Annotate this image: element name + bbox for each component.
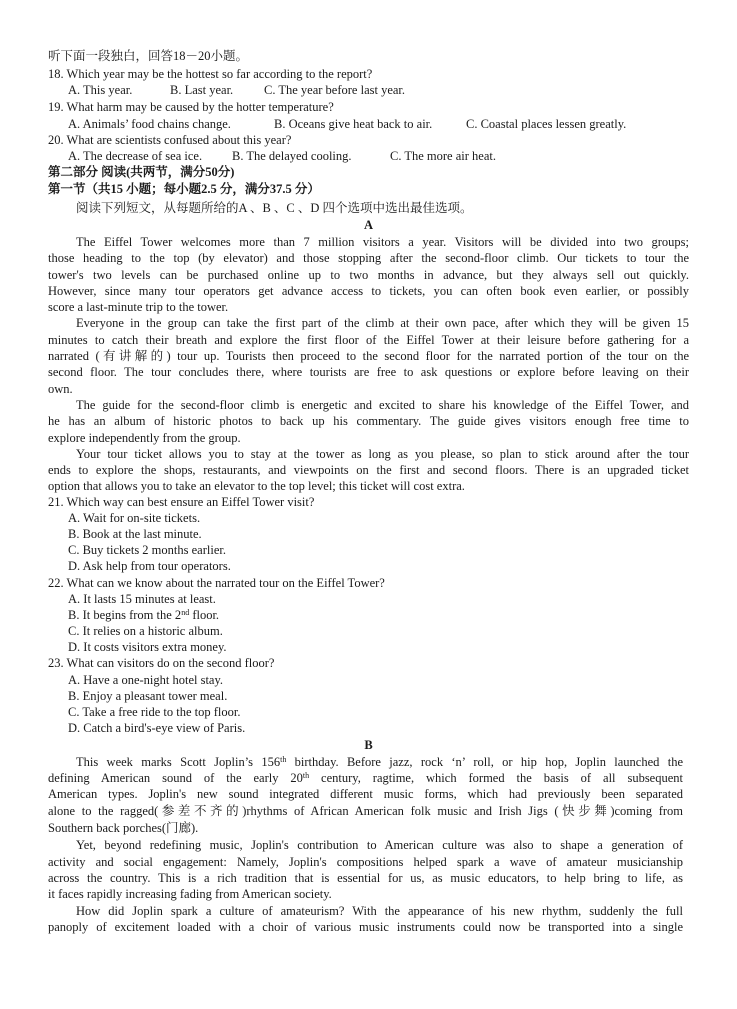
passage-a-line: The guide for the second-floor climb is energetic and excited to share his knowledge of the Eiffel Tower, and xyxy=(76,398,689,412)
q19-option-a: A. Animals’ food chains change. xyxy=(68,117,231,131)
q20-option-c: C. The more air heat. xyxy=(390,149,496,163)
passage-b-line: American types. Joplin's new sound integrated different music forms, which had previously been separated xyxy=(48,787,683,801)
passage-b-line: How did Joplin spark a culture of amateurism? With the appearance of his new rhythm, suddenly the full xyxy=(76,904,683,918)
listening-intro: 听下面一段独白，回答18－20小题。 xyxy=(48,49,249,63)
passage-a-line: he has an album of historic photos to back up his commentary. The guide gives visitors enough free time to xyxy=(48,414,689,428)
passage-a-line: The Eiffel Tower welcomes more than 7 million visitors a year. Visitors will be divided into two groups; xyxy=(76,235,689,249)
passage-b-line: panoply of excitement loaded with a choir of various music instruments could now be transported into a single xyxy=(48,920,683,934)
q22-stem: 22. What can we know about the narrated tour on the Eiffel Tower? xyxy=(48,576,385,590)
q22-option-a: A. It lasts 15 minutes at least. xyxy=(68,592,216,606)
q23-stem: 23. What can visitors do on the second floor? xyxy=(48,656,275,670)
q20-stem: 20. What are scientists confused about this year? xyxy=(48,133,292,147)
q23-option-b: B. Enjoy a pleasant tower meal. xyxy=(68,689,228,703)
passage-a-line: option that allows you to take an elevator to the top level; this ticket will cost extra. xyxy=(48,479,465,493)
q22-option-d: D. It costs visitors extra money. xyxy=(68,640,227,654)
passage-b-letter: B xyxy=(364,738,373,752)
q21-stem: 21. Which way can best ensure an Eiffel Tower visit? xyxy=(48,495,315,509)
passage-a-line: explore independently from the group. xyxy=(48,431,241,445)
passage-a-line: score a last-minute trip to the tower. xyxy=(48,300,229,314)
passage-b-text: This week marks Scott Joplin’s 156 xyxy=(76,755,281,769)
q22-option-b-ordinal: nd xyxy=(181,608,190,617)
q18-option-b: B. Last year. xyxy=(170,83,234,97)
q21-option-b: B. Book at the last minute. xyxy=(68,527,202,541)
passage-b-line: alone to the ragged(参差不齐的)rhythms of African American folk music and Irish Jigs (快步舞)coming from xyxy=(48,804,683,818)
q21-option-d: D. Ask help from tour operators. xyxy=(68,559,231,573)
passage-b-ordinal: th xyxy=(302,771,310,780)
q20-option-a: A. The decrease of sea ice. xyxy=(68,149,203,163)
passage-a-line: However, since many tour operators get advance access to tickets, you can often book even earlier, or possibly xyxy=(48,284,689,298)
passage-b-text: birthday. Before jazz, rock ‘n’ roll, or hip hop, Joplin launched the xyxy=(286,755,683,769)
passage-a-line: minutes to catch their breath and explore the first floor of the Eiffel Tower at their leisure before gathering for a xyxy=(48,333,689,347)
passage-b-text: century, ragtime, which formed the basis of all subsequent xyxy=(309,771,684,785)
passage-a-letter: A xyxy=(363,218,374,232)
reading-instruction: 阅读下列短文，从每题所给的A 、B 、C 、D 四个选项中选出最佳选项。 xyxy=(76,201,473,215)
passage-b-line: it faces rapidly increasing fading from American society. xyxy=(48,887,332,901)
q22-option-b xyxy=(68,607,219,623)
passage-a-line: Everyone in the group can take the first part of the climb at their own pace, after which they will be given 15 xyxy=(76,316,689,330)
passage-a-line: own. xyxy=(48,382,73,396)
passage-b-line xyxy=(48,770,683,786)
q18-stem: 18. Which year may be the hottest so far according to the report? xyxy=(48,67,373,81)
passage-b-line: Yet, beyond redefining music, Joplin's contribution to American culture was also to shape a generation of xyxy=(76,838,683,852)
q20-option-b: B. The delayed cooling. xyxy=(232,149,352,163)
q18-option-a: A. This year. xyxy=(68,83,133,97)
q23-option-d: D. Catch a bird's-eye view of Paris. xyxy=(68,721,246,735)
q19-option-c: C. Coastal places lessen greatly. xyxy=(466,117,627,131)
q19-stem: 19. What harm may be caused by the hotter temperature? xyxy=(48,100,334,114)
passage-a-line: tower's two levels can be purchased online up to two months in advance, but they always sell out quickly. xyxy=(48,268,689,282)
passage-b-line: activity and social engagement: Namely, Joplin's compositions helped spark a wave of amateur musicianship xyxy=(48,855,683,869)
passage-b-line: across the country. This is a rich tradition that is essential for us, as music educators, to help bring to life, as xyxy=(48,871,683,885)
part2-title: 第二部分 阅读(共两节，满分50分) xyxy=(48,165,235,179)
q22-option-b-text: B. It begins from the 2 xyxy=(68,608,182,622)
passage-a-line: second floor. The tour concludes there, where tourists are free to ask questions or explore before leaving on their xyxy=(48,365,689,379)
passage-a-line: narrated (有讲解的) tour up. Tourists then proceed to the second floor for the narrated portion of the tour on the xyxy=(48,349,689,363)
passage-a-line: Your tour ticket allows you to stay at the tower as long as you please, so plan to stick around after the tour xyxy=(76,447,689,461)
passage-a-line: ends to explore the shops, restaurants, and viewpoints on the first and second floors. There is an upgraded ticket xyxy=(48,463,689,477)
q22-option-b-tail: floor. xyxy=(189,608,220,622)
q18-option-c: C. The year before last year. xyxy=(264,83,406,97)
passage-b-line xyxy=(76,754,683,770)
passage-a-line: those heading to the top (by elevator) and those stopping after the second-floor climb. Our tickets to tour the xyxy=(48,251,689,265)
q23-option-c: C. Take a free ride to the top floor. xyxy=(68,705,241,719)
passage-b-ordinal: th xyxy=(280,755,287,764)
passage-b-text: defining American sound of the early 20 xyxy=(48,771,303,785)
section1-title: 第一节（共15 小题；每小题2.5 分，满分37.5 分） xyxy=(48,182,320,196)
q19-option-b: B. Oceans give heat back to air. xyxy=(274,117,433,131)
q23-option-a: A. Have a one-night hotel stay. xyxy=(68,673,224,687)
q21-option-a: A. Wait for on-site tickets. xyxy=(68,511,201,525)
q22-option-c: C. It relies on a historic album. xyxy=(68,624,223,638)
q21-option-c: C. Buy tickets 2 months earlier. xyxy=(68,543,226,557)
passage-b-line: Southern back porches(门廊). xyxy=(48,821,199,835)
